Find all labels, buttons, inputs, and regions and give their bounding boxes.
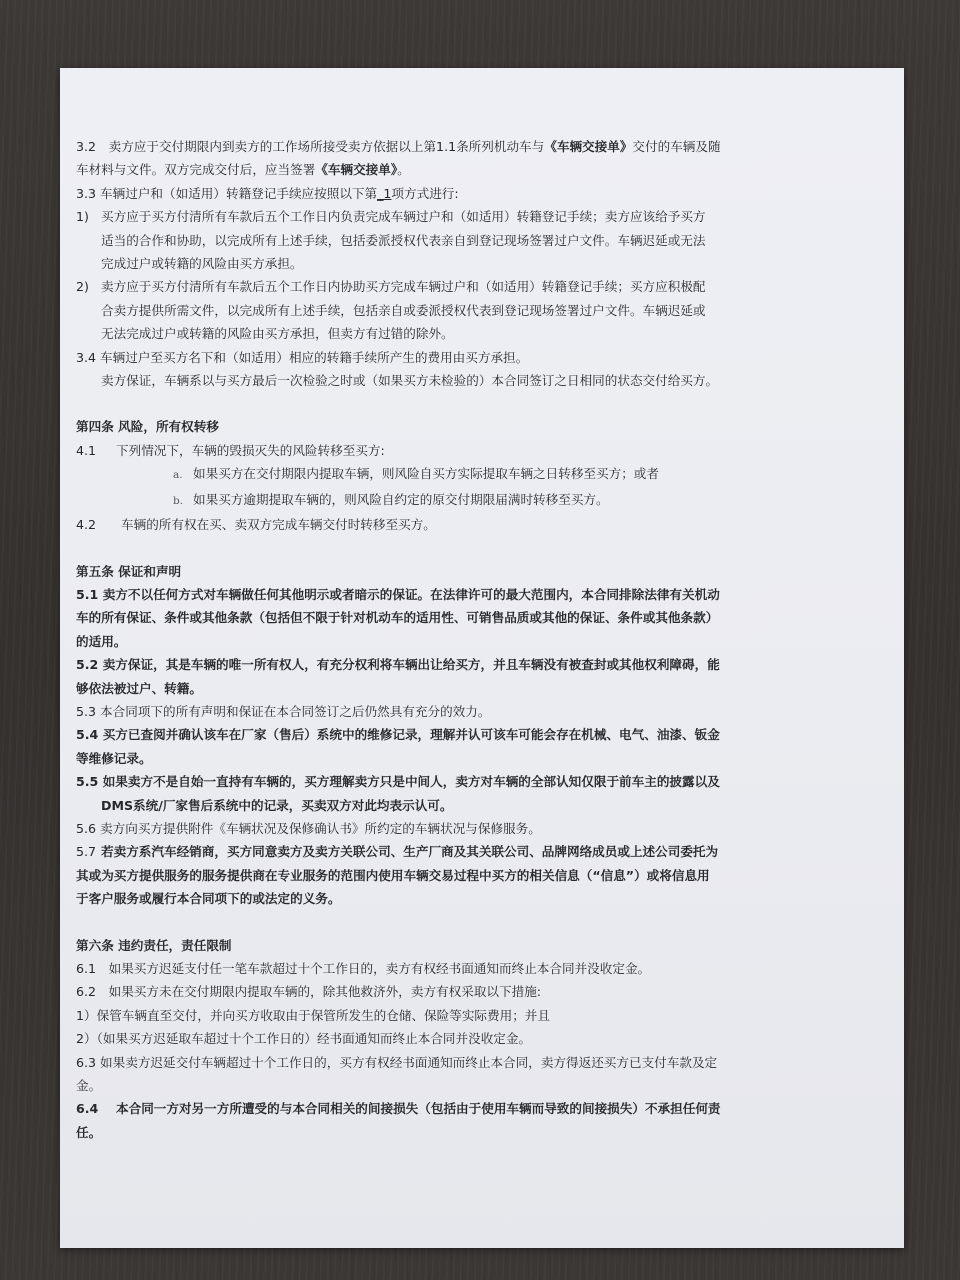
item-number: 2)	[76, 279, 89, 295]
clause-5-6: 5.6 卖方向买方提供附件《车辆状况及保修确认书》所约定的车辆状况与保修服务。	[76, 820, 541, 836]
clause-6-1: 6.1 如果买方迟延支付任一笔车款超过十个工作日的，卖方有权经书面通知而终止本合同并没收定金。	[76, 961, 651, 976]
item-text: 买方应于买方付清所有车款后五个工作日内负责完成车辆过户和（如适用）转籍登记手续；卖方应该给予买方	[101, 209, 706, 225]
clause-3-2-period: 。	[397, 162, 410, 178]
clause-6-3: 6.3 如果卖方迟延交付车辆超过十个工作日的，买方有权经书面通知而终止本合同，卖方得返还买方已支付车款及定	[76, 1054, 718, 1070]
clause-text: 若卖方系汽车经销商，买方同意卖方及卖方关联公司、生产厂商及其关联公司、品牌网络成员或上述公司委托为	[101, 844, 719, 860]
item-number: 1)	[76, 209, 89, 225]
clause-3-4: 3.4 车辆过户至买方名下和（如适用）相应的转籍手续所产生的费用由买方承担。	[76, 349, 529, 365]
clause-3-2-line-2	[76, 158, 776, 181]
clause-6-4-cont: 任。	[76, 1124, 102, 1140]
item-text: 完成过户或转籍的风险由买方承担。	[101, 256, 303, 272]
clause-4-2	[76, 513, 776, 536]
clause-3-3-item-2	[76, 275, 776, 298]
clause-text: 车辆的所有权在买、卖双方完成车辆交付时转移至买方。	[121, 517, 436, 533]
item-text: 适当的合作和协助，以完成所有上述手续，包括委派授权代表亲自到登记现场签署过户文件。车辆迟延或无法	[101, 232, 706, 248]
sub-item-text: 如果买方在交付期限内提取车辆，则风险自买方实际提取车辆之日转移至买方；或者	[193, 466, 659, 482]
clause-5-4-cont: 等维修记录。	[76, 750, 152, 766]
article-5-title: 第五条 保证和声明	[76, 563, 182, 579]
clause-5-1: 5.1 卖方不以任何方式对车辆做任何其他明示或者暗示的保证。在法律许可的最大范围内，本合同排除法律有关机动	[76, 586, 720, 602]
clause-4-1-a	[76, 462, 776, 487]
clause-3-3-item-2-cont	[76, 299, 776, 322]
item-text: 无法完成过户或转籍的风险由买方承担，但卖方有过错的除外。	[101, 326, 454, 342]
handover-form-title: 《车辆交接单》	[544, 139, 633, 154]
clause-5-5: 5.5 如果卖方不是自始一直持有车辆的，买方理解卖方只是中间人，卖方对车辆的全部认知仅限于前车主的披露以及	[76, 774, 720, 790]
clause-5-2-cont: 够依法被过户、转籍。	[76, 680, 202, 696]
clause-6-2: 6.2 如果买方未在交付期限内提取车辆的，除其他救济外，卖方有权采取以下措施:	[76, 984, 542, 1000]
clause-3-4-warranty: 卖方保证，车辆系以与买方最后一次检验之时或（如果买方未检验的）本合同签订之日相同的状态交付给买方。	[101, 373, 719, 389]
clause-6-2-item-2: 2）（如果买方迟延取车超过十个工作日的）经书面通知而终止本合同并没收定金。	[76, 1031, 532, 1047]
item-text: 卖方应于买方付清所有车款后五个工作日内协助买方完成车辆过户和（如适用）转籍登记手续；买方应积极配	[101, 279, 706, 295]
clause-5-2: 5.2 卖方保证，其是车辆的唯一所有权人，有充分权利将车辆出让给买方，并且车辆没有被查封或其他权利障碍，能	[76, 657, 720, 673]
clause-4-1	[76, 439, 776, 462]
clause-number: 4.2	[76, 517, 97, 533]
clause-5-7	[76, 840, 776, 863]
clause-6-2-item-1: 1）保管车辆直至交付，并向买方收取由于保管所发生的仓储、保险等实际费用；并且	[76, 1007, 550, 1023]
clause-3-2-line-1	[76, 135, 776, 158]
clause-3-2-text-2: 车材料与文件。双方完成交付后，应当签署	[76, 162, 316, 178]
clause-5-3: 5.3 本合同项下的所有声明和保证在本合同签订之后仍然具有充分的效力。	[76, 703, 491, 719]
article-4-title: 第四条 风险，所有权转移	[76, 419, 219, 435]
clause-3-3-text-end: 项方式进行:	[391, 185, 459, 201]
clause-text: 下列情况下，车辆的毁损灭失的风险转移至买方:	[116, 442, 385, 458]
item-text: 合卖方提供所需文件，以完成所有上述手续，包括亲自或委派授权代表到登记现场签署过户文件。车辆迟延或	[101, 302, 706, 318]
sub-item-text: 如果买方逾期提取车辆的，则风险自约定的原交付期限届满时转移至买方。	[193, 491, 609, 507]
clause-6-3-cont: 金。	[76, 1078, 102, 1094]
clause-5-5-cont: DMS系统/厂家售后系统中的记录，买卖双方对此均表示认可。	[101, 797, 453, 813]
clause-3-3-item-1-cont	[76, 229, 776, 252]
clause-5-7-cont: 于客户服务或履行本合同项下的或法定的义务。	[76, 891, 341, 907]
clause-3-2-text-end: 交付的车辆及随	[632, 139, 721, 154]
clause-3-3-heading	[76, 182, 776, 205]
article-6-title: 第六条 违约责任，责任限制	[76, 937, 232, 953]
clause-5-1-cont: 的适用。	[76, 633, 127, 649]
clause-3-2-text: 3.2 卖方应于交付期限内到卖方的工作场所接受卖方依据以上第1.1条所列机动车与	[76, 139, 545, 154]
clause-number: 5.7	[76, 844, 97, 860]
clause-3-3-text: 3.3 车辆过户和（如适用）转籍登记手续应按照以下第	[76, 185, 378, 201]
clause-number: 6.4	[76, 1101, 99, 1117]
clause-3-3-item-1-cont	[76, 252, 776, 275]
chosen-option: _1	[377, 185, 392, 201]
sub-item-marker: b.	[173, 494, 184, 507]
clause-5-1-cont: 车的所有保证、条件或其他条款（包括但不限于针对机动车的适用性、可销售品质或其他的保证、条件或其他条款）	[76, 610, 719, 626]
clause-6-4	[76, 1097, 776, 1120]
clause-3-3-item-2-cont	[76, 322, 776, 345]
handover-form-title-2: 《车辆交接单》	[315, 162, 398, 178]
clause-number: 4.1	[76, 442, 97, 458]
clause-text: 本合同一方对另一方所遭受的与本合同相关的间接损失（包括由于使用车辆而导致的间接损失）不承担任何责	[116, 1101, 721, 1117]
clause-5-7-cont: 其或为买方提供服务的服务提供商在专业服务的范围内使用车辆交易过程中买方的相关信息（“信息”）或将信息用	[76, 867, 710, 883]
contract-text	[76, 68, 776, 1144]
clause-4-1-b	[76, 488, 776, 513]
clause-3-3-item-1	[76, 205, 776, 228]
clause-5-4: 5.4 买方已查阅并确认该车在厂家（售后）系统中的维修记录，理解并认可该车可能会存在机械、电气、油漆、钣金	[76, 727, 720, 743]
sub-item-marker: a.	[173, 469, 183, 482]
